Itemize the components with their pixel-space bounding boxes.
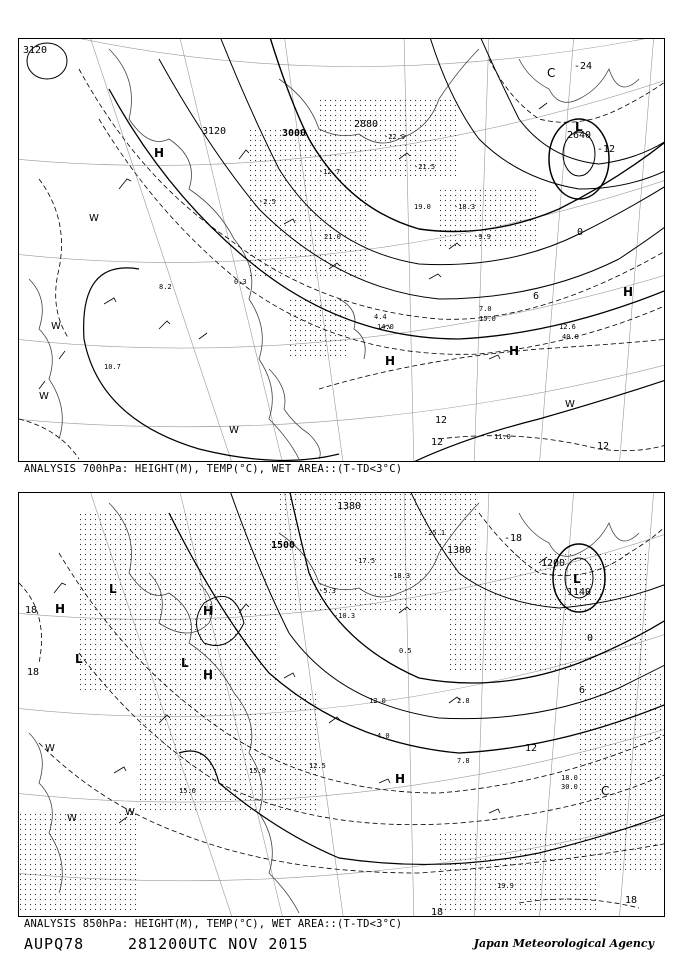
low-center: L: [575, 120, 583, 134]
station-value: 15.0: [249, 767, 266, 775]
product-code: AUPQ78: [24, 935, 85, 953]
high-center: H: [623, 285, 634, 299]
temp-label: 0: [577, 227, 584, 238]
station-value: 7.8: [457, 757, 470, 765]
temp-label: 0: [587, 633, 594, 644]
station-value: -12.7: [319, 168, 341, 176]
station-value: 7.0: [479, 305, 492, 313]
warm-center: W: [45, 743, 55, 754]
map-700hpa: [19, 39, 664, 461]
height-label: 1140: [567, 587, 592, 598]
low-center: L: [181, 656, 189, 670]
warm-center: W: [125, 807, 135, 818]
caption-850hpa: ANALYSIS 850hPa: HEIGHT(M), TEMP(°C), WET AREA::(T-TD<3°C): [24, 918, 403, 930]
temp-label: 18: [25, 605, 38, 616]
height-label: 2640: [567, 130, 592, 141]
station-value: 12.6: [559, 323, 576, 331]
temp-label: 18: [27, 667, 40, 678]
height-label: 1380: [447, 545, 472, 556]
temp-label: 12: [435, 415, 448, 426]
temp-label: 12: [597, 441, 610, 452]
station-value: 19.0: [414, 203, 431, 211]
low-center: L: [109, 582, 117, 596]
height-label: 3000: [282, 128, 307, 139]
station-value: 14.0: [377, 323, 394, 331]
cold-center: C: [547, 66, 556, 80]
station-value: -18.3: [389, 572, 411, 580]
agency-credit: Japan Meteorological Agency: [473, 937, 654, 950]
station-value: 15.0: [479, 315, 496, 323]
temp-label: 12: [431, 437, 444, 448]
station-value: -18.3: [454, 203, 476, 211]
station-value: 2.8: [457, 697, 470, 705]
high-center: H: [154, 146, 165, 160]
height-label: 3120: [23, 45, 48, 56]
station-value: -5.3: [319, 587, 336, 595]
temp-label: -18: [504, 533, 523, 544]
station-value: -22.9: [384, 133, 406, 141]
station-value: 12.0: [369, 697, 386, 705]
warm-center: W: [39, 391, 49, 402]
chart-700hpa: [18, 38, 665, 462]
cold-center: C: [601, 784, 610, 798]
low-center: L: [75, 652, 83, 666]
map-850hpa: [19, 493, 664, 916]
station-value: -21.5: [414, 163, 436, 171]
station-value: -25.1: [424, 529, 446, 537]
high-center: H: [509, 344, 520, 358]
station-value: 8.2: [159, 283, 172, 291]
station-value: 4.0: [377, 732, 390, 740]
temp-label: 12: [525, 743, 538, 754]
warm-center: W: [89, 213, 99, 224]
height-label: 2880: [354, 119, 379, 130]
station-value: 18.0: [561, 774, 578, 782]
warm-center: W: [67, 813, 77, 824]
station-value: 21.0: [324, 233, 341, 241]
station-value: 40.0: [562, 333, 579, 341]
low-center: L: [573, 572, 581, 586]
station-value: 4.4: [374, 313, 387, 321]
valid-time: 281200UTC NOV 2015: [128, 935, 309, 953]
station-value: -10.3: [334, 612, 356, 620]
station-value: 12.5: [309, 762, 326, 770]
station-value: 30.0: [561, 783, 578, 791]
station-value: -17.5: [354, 557, 376, 565]
high-center: H: [203, 604, 214, 618]
temp-label: 18: [431, 907, 444, 916]
height-label: 1200: [541, 558, 566, 569]
station-value: 11.0: [494, 433, 511, 441]
chart-850hpa: [18, 492, 665, 917]
temp-label: 6: [579, 685, 586, 696]
station-value: 10.7: [104, 363, 121, 371]
high-center: H: [395, 772, 406, 786]
height-label: 3120: [202, 126, 227, 137]
warm-center: W: [565, 399, 575, 410]
temp-label: 6: [533, 291, 540, 302]
high-center: H: [55, 602, 66, 616]
temp-label: -24: [574, 61, 593, 72]
warm-center: W: [51, 321, 61, 332]
height-label: 1500: [271, 540, 296, 551]
station-value: -9.9: [474, 233, 491, 241]
caption-700hpa: ANALYSIS 700hPa: HEIGHT(M), TEMP(°C), WET AREA::(T-TD<3°C): [24, 463, 403, 475]
height-label: 1380: [337, 501, 362, 512]
station-value: 0.3: [234, 278, 247, 286]
station-value: -2.5: [259, 198, 276, 206]
temp-label: -12: [597, 144, 616, 155]
station-value: 19.9: [497, 882, 514, 890]
station-value: 15.6: [179, 787, 196, 795]
temp-label: 18: [625, 895, 638, 906]
station-value: 0.5: [399, 647, 412, 655]
high-center: H: [203, 668, 214, 682]
high-center: H: [385, 354, 396, 368]
warm-center: W: [229, 425, 239, 436]
